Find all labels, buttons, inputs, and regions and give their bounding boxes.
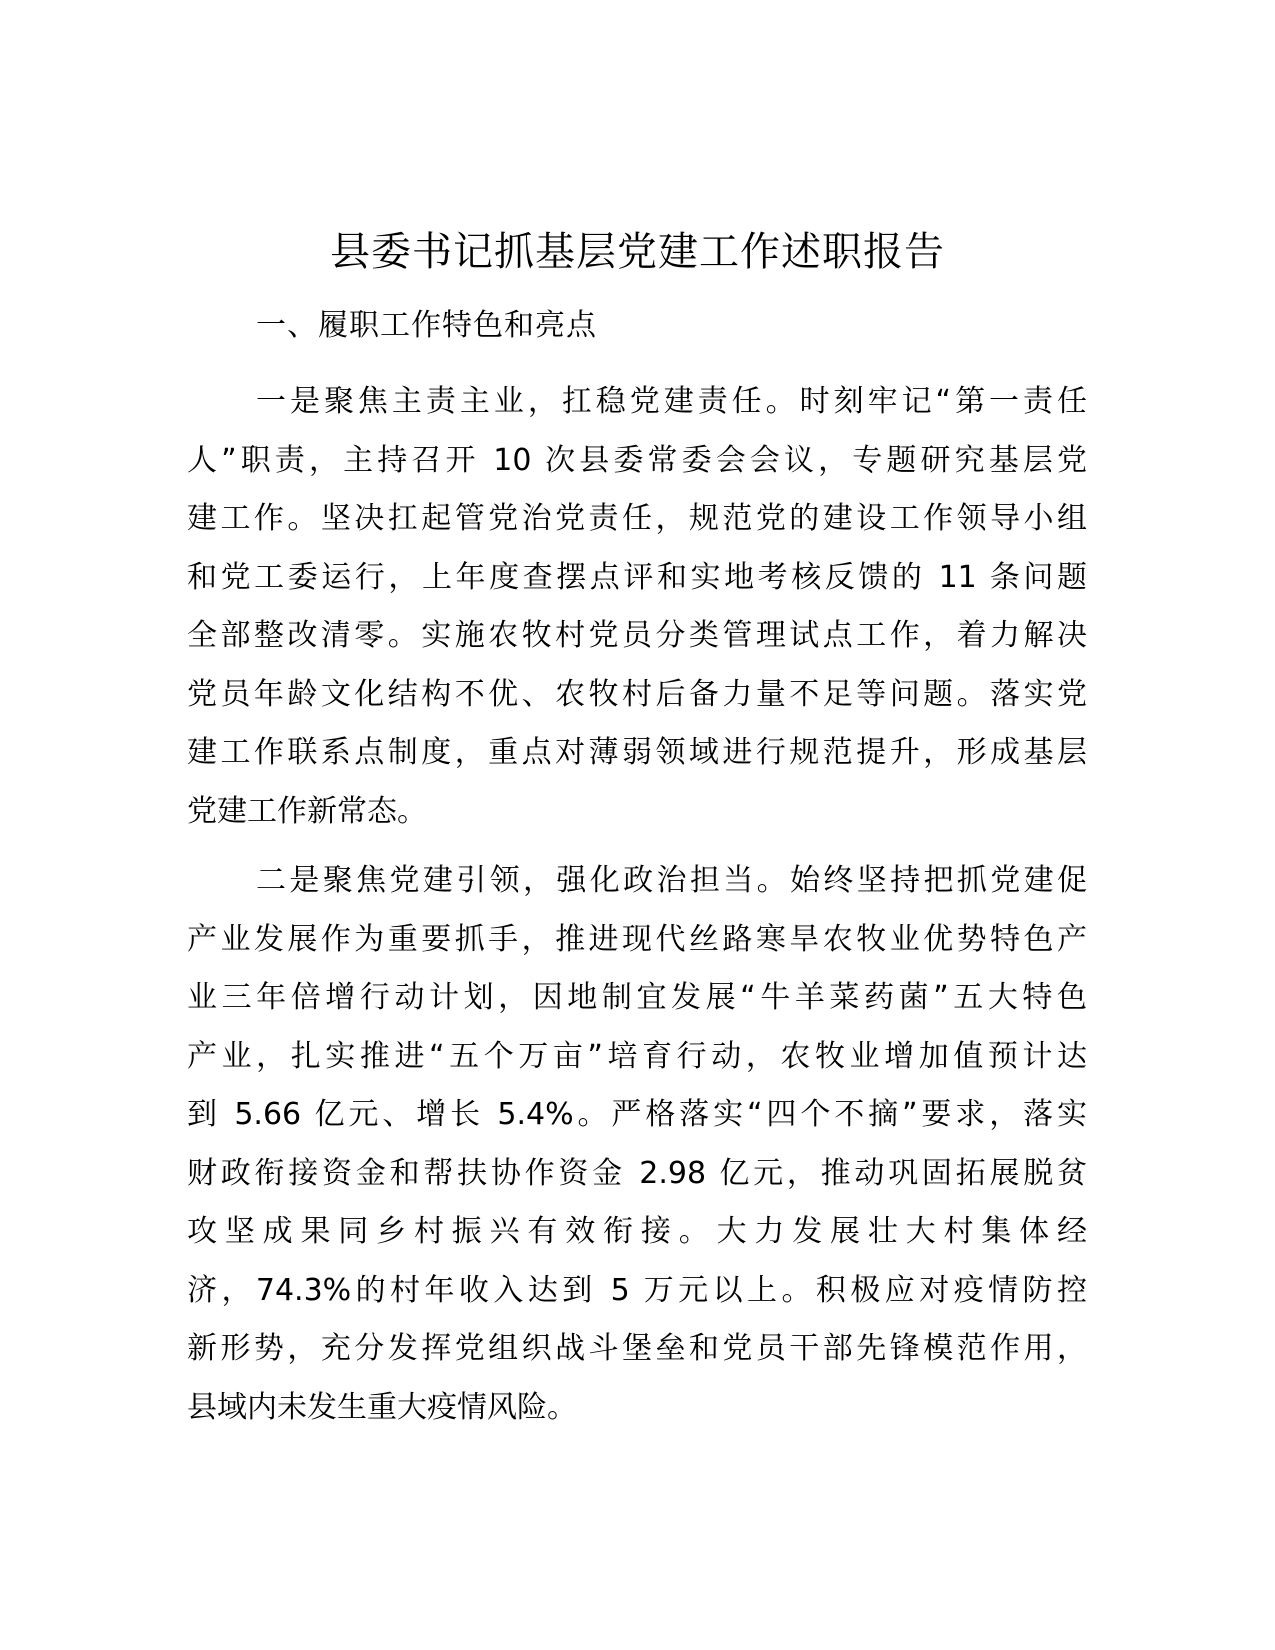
text-line: 党建工作新常态。	[187, 793, 427, 829]
paragraph-2	[187, 852, 1087, 1437]
text-line: 建工作。坚决扛起管党治党责任，规范党的建设工作领导小组	[187, 501, 1087, 536]
text-line: 人”职责，主持召开 10 次县委常委会会议，专题研究基层党	[187, 442, 1087, 478]
document-title: 县委书记抓基层党建工作述职报告	[330, 229, 945, 275]
text-line: 县域内未发生重大疫情风险。	[187, 1389, 577, 1425]
text-line: 二是聚焦党建引领，强化政治担当。始终坚持把抓党建促	[256, 863, 1087, 898]
text-line: 和党工委运行，上年度查摆点评和实地考核反馈的 11 条问题	[187, 559, 1087, 595]
paragraph-1	[187, 373, 1087, 841]
text-line: 产业，扎实推进“五个万亩”培育行动，农牧业增加值预计达	[187, 1038, 1087, 1074]
section-heading: 一、履职工作特色和亮点	[256, 308, 597, 343]
text-line: 全部整改清零。实施农牧村党员分类管理试点工作，着力解决	[187, 618, 1087, 653]
text-line: 财政衔接资金和帮扶协作资金 2.98 亿元，推动巩固拓展脱贫	[187, 1155, 1087, 1191]
text-line: 业三年倍增行动计划，因地制宜发展“牛羊菜药菌”五大特色	[187, 980, 1087, 1015]
text-line: 新形势，充分发挥党组织战斗堡垒和党员干部先锋模范作用，	[187, 1331, 1087, 1366]
text-line: 攻坚成果同乡村振兴有效衔接。大力发展壮大村集体经	[187, 1214, 1087, 1249]
text-line: 党员年龄文化结构不优、农牧村后备力量不足等问题。落实党	[187, 676, 1087, 712]
text-line: 一是聚焦主责主业，扛稳党建责任。时刻牢记“第一责任	[256, 384, 1087, 419]
text-line: 济，74.3%的村年收入达到 5 万元以上。积极应对疫情防控	[187, 1272, 1087, 1308]
text-line: 建工作联系点制度，重点对薄弱领域进行规范提升，形成基层	[187, 735, 1087, 770]
text-line: 产业发展作为重要抓手，推进现代丝路寒旱农牧业优势特色产	[187, 921, 1087, 957]
document-body	[187, 373, 1087, 1437]
text-line: 到 5.66 亿元、增长 5.4%。严格落实“四个不摘”要求，落实	[187, 1097, 1087, 1132]
